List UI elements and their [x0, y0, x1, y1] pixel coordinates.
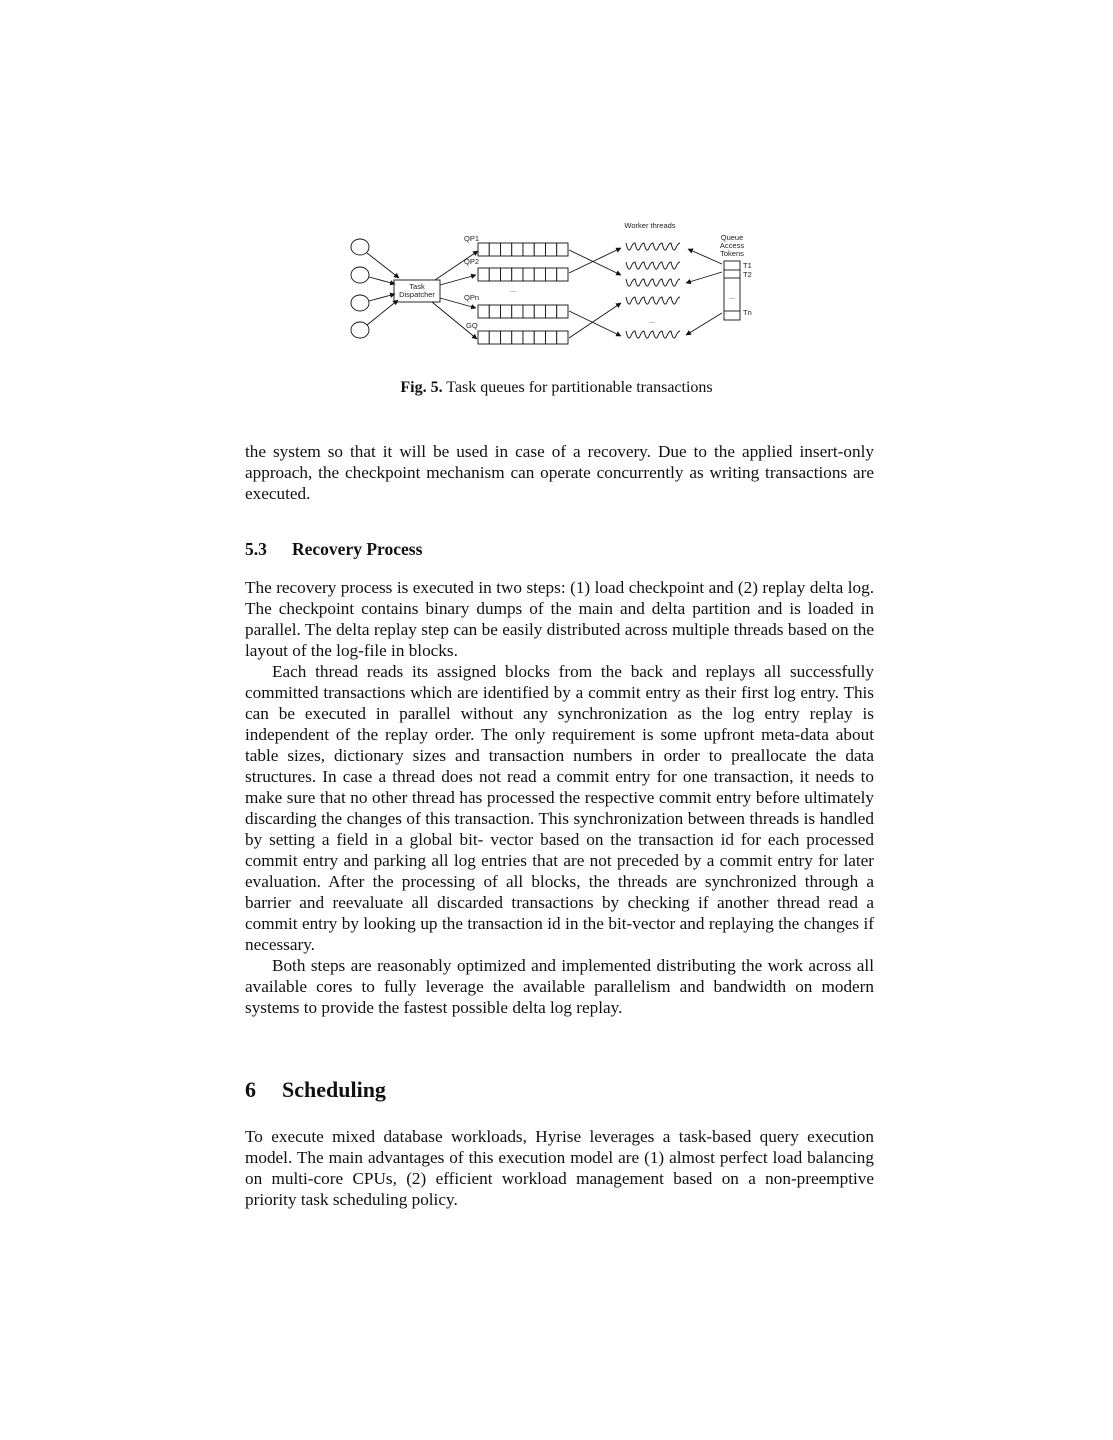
worker-thread-4 [626, 297, 680, 304]
queue-label-qpn: QPn [464, 293, 480, 302]
section-number: 5.3 [245, 539, 267, 559]
arrow-client4-dispatcher [367, 300, 398, 325]
arrow-dispatcher-qp2 [440, 275, 476, 285]
queue-slot [489, 331, 500, 344]
queue-slot [501, 268, 512, 281]
queue-slot [523, 243, 534, 256]
queue-slot [546, 331, 557, 344]
queue-slot [523, 305, 534, 318]
paragraph: The recovery process is executed in two steps: (1) load checkpoint and (2) replay delta log. The checkpoint contains binary dumps of the main and delta partition and is loaded in parallel. The delta replay step can be easily distributed across multiple threads based on the layout of the log-file in blocks. [245, 578, 874, 660]
section-heading-6 [245, 1077, 386, 1103]
section-6-body [245, 1126, 874, 1210]
arrow-client1-dispatcher [367, 253, 399, 278]
queue-slot [546, 243, 557, 256]
queue-gq [478, 331, 568, 344]
arrow-client2-dispatcher [369, 277, 395, 284]
tokens-label-line1: Queue [720, 233, 744, 242]
figure-caption-text: Task queues for partitionable transactions [446, 379, 713, 396]
client-node-2 [351, 267, 369, 283]
tokens-label-line2: Access [719, 241, 745, 250]
arrow-qp1-worker3 [569, 250, 621, 275]
queue-ellipsis: ... [509, 285, 517, 294]
arrow-qp2-worker1 [569, 248, 621, 273]
arrow-gq-worker4 [569, 303, 621, 338]
figure-caption-label: Fig. 5. [400, 379, 443, 396]
worker-thread-1 [626, 243, 680, 250]
dispatcher-label-line2: Dispatcher [399, 290, 435, 299]
queue-label-qp1: QP1 [464, 234, 480, 243]
queue-slot [546, 305, 557, 318]
paragraph: Each thread reads its assigned blocks from the back and replays all successfully committed transactions which are identified by a commit entry as their first log entry. This can be executed in parallel without any synchronization as the log entry replay is independent of the replay order. The only requirement is some upfront meta-data about table sizes, dictionary sizes and transaction numbers in order to preallocate the data structures. In case a thread does not read a commit entry for one transaction, it needs to make sure that no other thread has processed the respective commit entry before ultimately discarding the changes of this transaction. This synchronization between threads is handled by setting a field in a global bit- vector based on the transaction id for each processed commit entry and parking all log entries that are not preceded by a commit entry for later evaluation. After the processing of all blocks, the threads are synchronized through a barrier and reevaluate all discarded transactions by checking if another thread read a commit entry by looking up the transaction id in the bit-vector and replaying the changes if necessary. [245, 662, 874, 954]
section-title: Scheduling [282, 1077, 386, 1102]
token-label-t1: T1 [743, 261, 752, 270]
queue-slot [534, 331, 545, 344]
queue-slot [512, 268, 523, 281]
queue-label-qp2: QP2 [464, 257, 480, 266]
queue-slot [478, 305, 489, 318]
section-5-3-body [245, 577, 874, 1018]
queue-slot [478, 268, 489, 281]
queue-slot [489, 268, 500, 281]
worker-thread-2 [626, 262, 680, 269]
queue-slot [523, 331, 534, 344]
queue-qp2 [478, 268, 568, 281]
queue-slot [478, 243, 489, 256]
token-label-tn: Tn [743, 308, 752, 317]
token-ellipsis: ... [728, 292, 736, 301]
section-title: Recovery Process [292, 539, 423, 559]
paragraph: To execute mixed database workloads, Hyrise leverages a task-based query execution model. The main advantages of this execution model are (1) almost perfect load balancing on multi-core CPUs, (2) efficient workload management based on a non-preemptive priority task scheduling policy. [245, 1127, 874, 1209]
queue-slot [489, 305, 500, 318]
worker-thread-5 [626, 331, 680, 338]
queue-slot [534, 243, 545, 256]
arrow-t1-worker1 [688, 249, 722, 264]
queue-slot [512, 305, 523, 318]
queue-slot [534, 268, 545, 281]
paragraph: the system so that it will be used in case of a recovery. Due to the applied insert-only approach, the checkpoint mechanism can operate concurrently as writing transactions are executed. [245, 442, 874, 503]
queue-slot [534, 305, 545, 318]
tokens-label-line3: Tokens [720, 249, 744, 258]
queue-qp1 [478, 243, 568, 256]
queue-qpn [478, 305, 568, 318]
queue-slot [557, 243, 568, 256]
client-node-1 [351, 239, 369, 255]
task-queue-diagram [340, 215, 780, 355]
paragraph: Both steps are reasonably optimized and implemented distributing the work across all available cores to fully leverage the available parallelism and bandwidth on modern systems to provide the fastest possible delta log replay. [245, 956, 874, 1017]
worker-threads-label: Worker threads [624, 221, 676, 230]
worker-ellipsis: ... [648, 316, 656, 325]
arrow-tn-worker5 [686, 313, 722, 335]
queue-slot [501, 331, 512, 344]
figure-caption [0, 379, 1113, 397]
client-node-3 [351, 295, 369, 311]
queue-slot [523, 268, 534, 281]
queue-slot [546, 268, 557, 281]
section-heading-5-3 [245, 539, 422, 560]
queue-slot [489, 243, 500, 256]
queue-slot [501, 243, 512, 256]
queue-slot [478, 331, 489, 344]
arrow-t2-worker3 [686, 272, 722, 283]
queue-slot [512, 243, 523, 256]
queue-slot [557, 305, 568, 318]
queue-slot [557, 268, 568, 281]
queue-slot [501, 305, 512, 318]
queue-label-gq: GQ [466, 321, 478, 330]
worker-thread-3 [626, 279, 680, 286]
token-label-t2: T2 [743, 270, 752, 279]
dispatcher-label-line1: Task [409, 282, 425, 291]
figure-task-queues [340, 215, 780, 355]
queue-slot [512, 331, 523, 344]
client-node-4 [351, 322, 369, 338]
intro-paragraph-block [245, 441, 874, 504]
arrow-client3-dispatcher [369, 294, 395, 301]
section-number: 6 [245, 1077, 256, 1102]
queue-slot [557, 331, 568, 344]
